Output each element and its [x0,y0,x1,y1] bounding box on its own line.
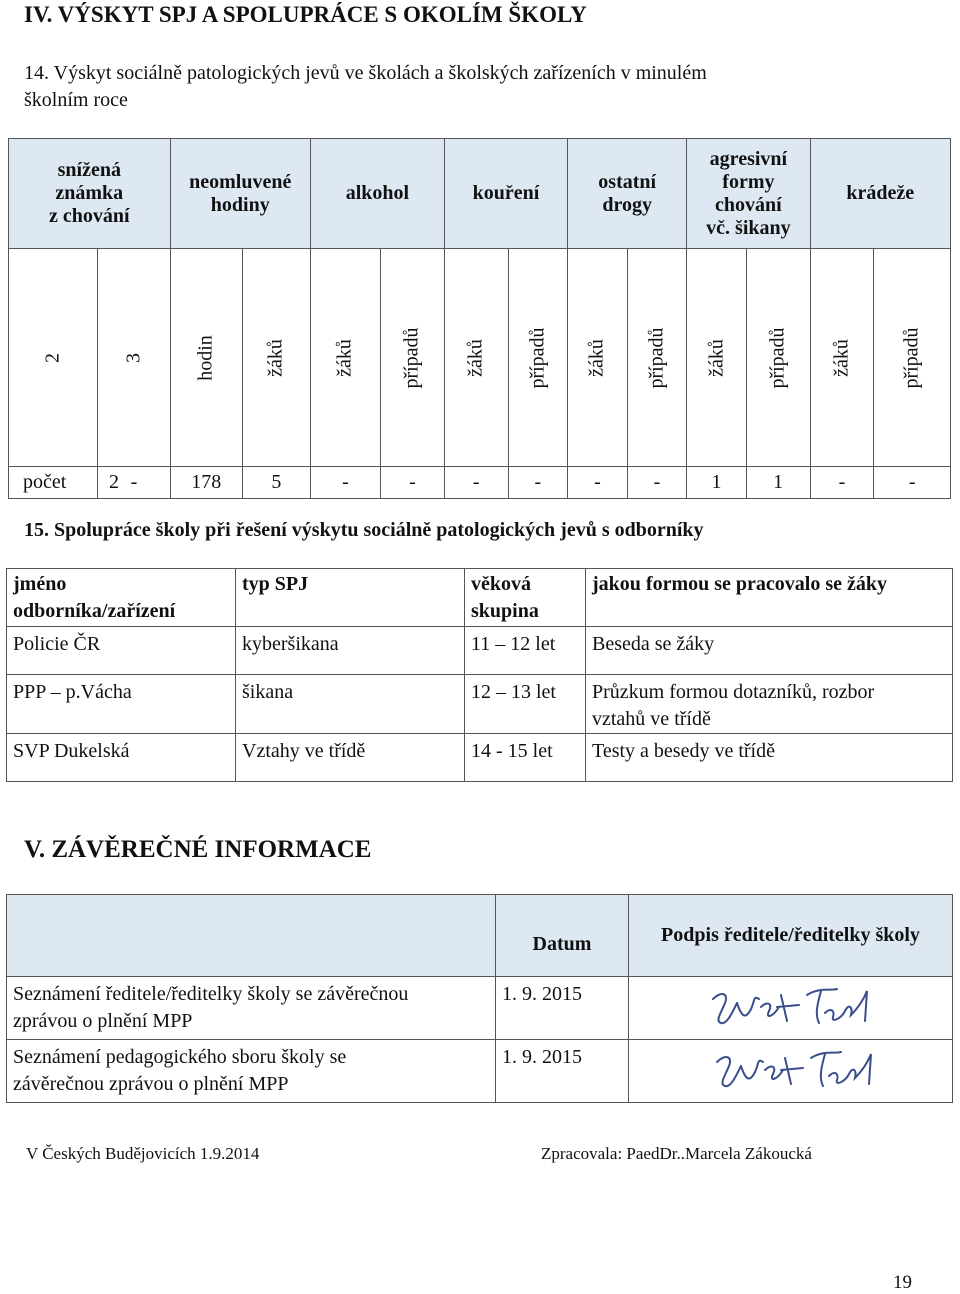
unit-label: 3 [122,352,145,363]
unit-label: žáků [830,338,853,377]
header-text: agresivní [709,147,788,170]
footer-place-date: V Českých Budějovicích 1.9.2014 [26,1144,260,1163]
final-cell-text [7,977,496,1040]
count-value: 1 [773,471,784,493]
unit-label: případů [766,326,789,389]
q15-cell-age: 12 – 13 let [465,675,586,734]
form-text: vztahů ve třídě [592,708,711,730]
q15-cell-name: PPP – p.Vácha [7,675,236,734]
unit-cell [687,249,747,467]
q14-title-line2: školním roce [24,89,128,111]
header-text: alkohol [345,182,410,204]
row-text: Seznámení ředitele/ředitelky školy se závěrečnou [13,983,409,1005]
header-text: ostatní [598,170,657,193]
header-text: chování [715,193,782,216]
count-cell [746,467,810,499]
unit-cell [810,249,874,467]
row-text: Seznámení pedagogického sboru školy se [13,1046,347,1068]
table-row [7,977,953,1040]
q14-header-row [9,139,951,249]
section-iv-title: IV. VÝSKYT SPJ A SPOLUPRÁCE S OKOLÍM ŠKOLY [24,2,587,27]
page-number: 19 [893,1272,912,1293]
form-text: Beseda se žáky [592,633,715,655]
count-cell [381,467,445,499]
unit-cell [9,249,98,467]
form-text: Průzkum formou dotazníků, rozbor [592,681,875,703]
q14-table [8,138,951,499]
q14-header-cell [444,139,567,249]
unit-cell [568,249,628,467]
row-text: zprávou o plnění MPP [13,1010,193,1032]
count-cell [310,467,380,499]
unit-label: 2 [41,352,64,363]
q15-header-age [465,569,586,627]
unit-cell [508,249,568,467]
count-cell [568,467,628,499]
final-header-date [496,895,629,977]
q15-cell-form [586,627,953,675]
q15-cell-type: Vztahy ve třídě [236,734,465,782]
unit-label: žáků [705,338,727,377]
q15-cell-age: 11 – 12 let [465,627,586,675]
unit-cell [746,249,810,467]
unit-label: případů [900,326,923,389]
unit-cell [310,249,380,467]
q15-cell-type: kyberšikana [236,627,465,675]
count-cell [627,467,687,499]
count-cell [444,467,508,499]
header-text: známka [55,182,124,204]
header-text: jméno [13,573,67,595]
count-value: - [342,471,349,493]
count-value: - [472,471,480,493]
count-cell [170,467,242,499]
count-value: - [409,471,416,493]
unit-label: případů [400,326,423,389]
header-text: vč. šikany [706,216,791,239]
count-value: 178 [191,471,222,493]
header-text: věková [471,573,531,595]
q14-header-cell [310,139,444,249]
table-row [7,675,953,734]
q15-header-type [236,569,465,627]
row-text: závěrečnou zprávou o plnění MPP [13,1073,289,1095]
unit-label: žáků [464,338,487,377]
table-row [7,627,953,675]
q14-header-cell [810,139,950,249]
count-value: 5 [271,471,282,493]
final-info-table [6,894,953,1103]
unit-cell [242,249,310,467]
count-value: - [653,471,661,493]
unit-cell [381,249,445,467]
header-text: krádeže [846,182,915,204]
unit-cell [874,249,951,467]
count-cell [9,467,119,499]
count-cell [687,467,747,499]
count-value: - [534,471,542,493]
q15-header-form [586,569,953,627]
header-text: z chování [49,205,130,227]
final-cell-signature [629,1040,953,1103]
q15-title: 15. Spolupráce školy při řešení výskytu sociálně patologických jevů s odborníky [24,519,704,541]
unit-cell [627,249,687,467]
unit-label: žáků [585,338,608,377]
table-row [7,1040,953,1103]
q14-count-row [9,467,951,499]
final-header-row [7,895,953,977]
unit-cell [444,249,508,467]
q14-header-cell [170,139,310,249]
q14-title [24,60,924,114]
q15-header-row [7,569,953,627]
q14-title-line1: 14. Výskyt sociálně patologických jevů ve školách a školských zařízeních v minulém [24,62,707,84]
count-value: 2 [109,471,119,493]
count-cell [242,467,310,499]
header-text: odborníka/zařízení [13,600,176,622]
header-text: formy [722,170,775,193]
q14-units-row [9,249,951,467]
q15-cell-type: šikana [236,675,465,734]
final-cell-signature [629,977,953,1040]
unit-label: případů [645,326,668,389]
header-text: snížená [57,159,121,181]
header-text: Datum [532,933,592,955]
table-row [7,734,953,782]
unit-cell [170,249,242,467]
footer-prepared-by: Zpracovala: PaedDr..Marcela Zákoucká [541,1144,812,1163]
count-cell [508,467,568,499]
q14-header-cell [568,139,687,249]
header-text: skupina [471,600,539,622]
count-cell [810,467,874,499]
count-value: 1 [711,471,722,493]
final-header-empty [7,895,496,977]
final-cell-date: 1. 9. 2015 [496,1040,629,1103]
q15-cell-name: Policie ČR [7,627,236,675]
count-cell [874,467,951,499]
q14-header-cell [687,139,810,249]
count-value: - [130,471,138,493]
count-value: - [594,471,601,493]
count-row-label: počet [23,471,67,493]
q15-cell-form [586,734,953,782]
unit-label: žáků [264,338,287,377]
count-value: - [908,471,916,493]
q14-header-cell [9,139,171,249]
count-value: - [838,471,846,493]
unit-label: hodin [194,334,217,381]
final-cell-text [7,1040,496,1103]
unit-label: případů [526,326,549,389]
header-text: kouření [472,182,540,204]
signature-image [711,1044,891,1096]
unit-label: žáků [333,338,356,377]
final-header-signature [629,895,953,977]
final-cell-date: 1. 9. 2015 [496,977,629,1040]
header-text: jakou formou se pracovalo se žáky [592,573,887,595]
q15-cell-age: 14 - 15 let [465,734,586,782]
q15-cell-form [586,675,953,734]
header-text: Podpis ředitele/ředitelky školy [661,924,920,946]
header-text: neomluvené [189,170,292,193]
header-text: hodiny [210,193,270,216]
unit-cell [98,249,170,467]
form-text: Testy a besedy ve třídě [592,740,775,762]
q15-table [6,568,953,782]
header-text: drogy [602,193,653,216]
signature-image [707,981,887,1033]
section-v-title: V. ZÁVĚREČNÉ INFORMACE [24,836,372,863]
q15-cell-name: SVP Dukelská [7,734,236,782]
q15-header-name [7,569,236,627]
header-text: typ SPJ [242,573,309,595]
